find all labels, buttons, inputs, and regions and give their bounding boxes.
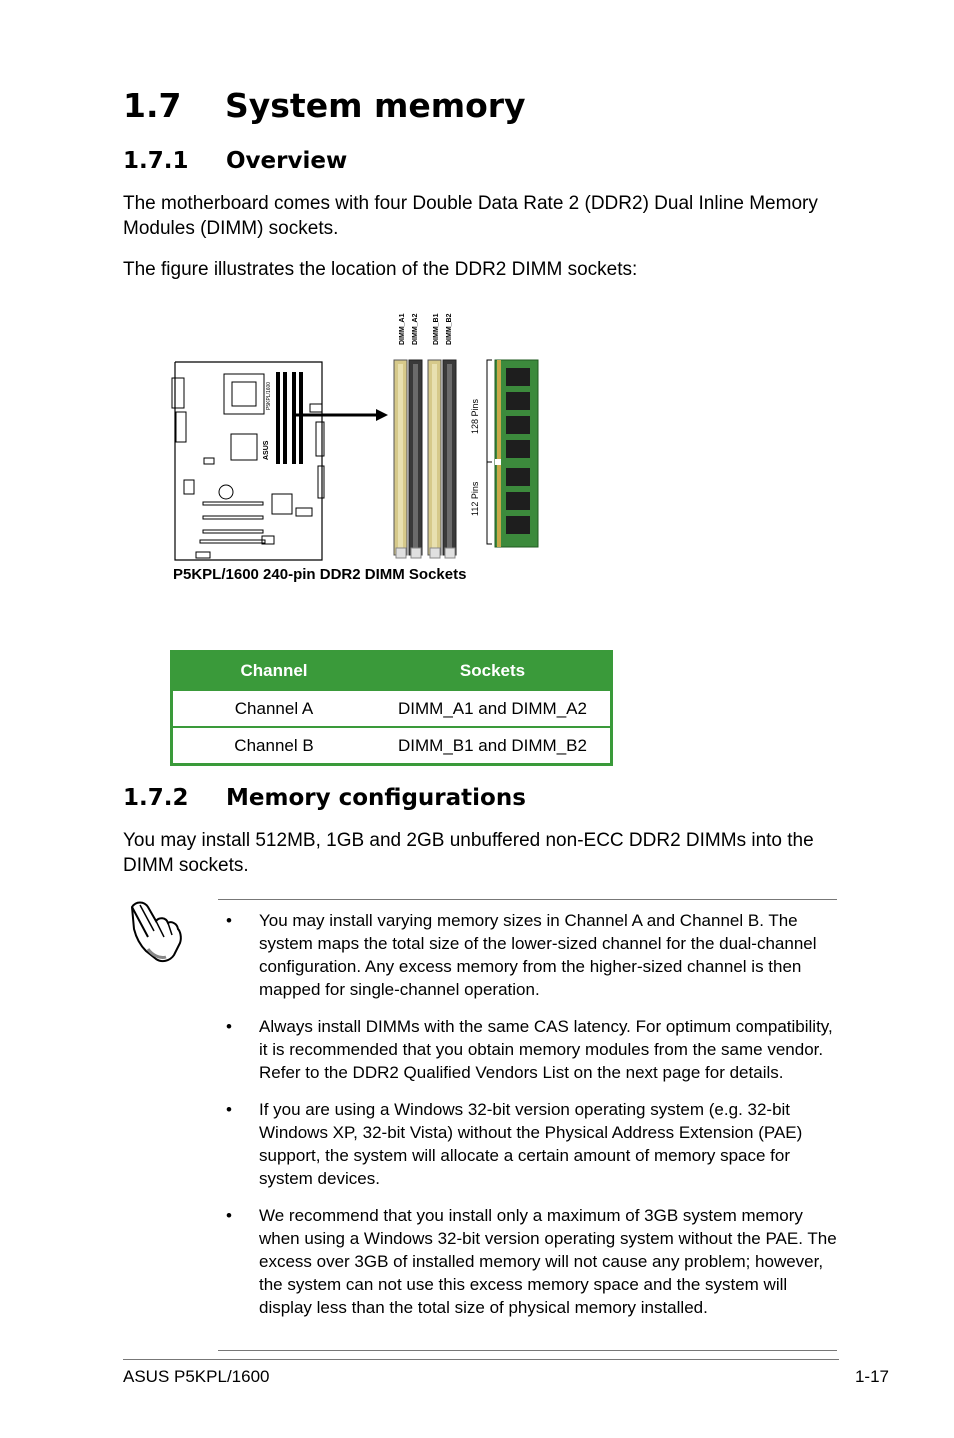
pins-bottom-label: 112 Pins xyxy=(470,481,480,516)
sockets-cell: DIMM_A1 and DIMM_A2 xyxy=(375,690,612,727)
memconfig-heading xyxy=(123,785,526,811)
note-top-rule xyxy=(218,899,837,900)
hand-note-icon xyxy=(126,897,186,965)
footer-page-number: 1-17 xyxy=(854,1367,889,1386)
motherboard-diagram xyxy=(172,362,324,560)
dimm-sockets xyxy=(394,360,456,558)
overview-number: 1.7.1 xyxy=(123,148,189,174)
board-label: P5KPL/1600 xyxy=(266,381,272,410)
footer-product: ASUS P5KPL/1600 xyxy=(123,1367,270,1386)
slot-label-a1: DIMM_A1 xyxy=(399,313,406,345)
note-item: • You may install varying memory sizes in Channel A and Channel B. The system maps the total size of the lower-sized channel for the dual-channel configuration. Any excess memory from the higher-sized channel is then mapped for single-channel operation. xyxy=(226,911,817,999)
section-heading xyxy=(123,86,526,125)
memconfig-paragraph: You may install 512MB, 1GB and 2GB unbuffered non-ECC DDR2 DIMMs into the DIMM sockets. xyxy=(123,830,814,876)
column-header-sockets: Sockets xyxy=(375,652,612,691)
dimm-socket-figure xyxy=(165,300,555,565)
memconfig-title: Memory configurations xyxy=(226,785,526,811)
figure-caption: P5KPL/1600 240-pin DDR2 DIMM Sockets xyxy=(173,566,467,583)
sockets-cell: DIMM_B1 and DIMM_B2 xyxy=(375,727,612,765)
overview-paragraph-2: The figure illustrates the location of the DDR2 DIMM sockets: xyxy=(123,259,638,280)
overview-heading xyxy=(123,148,347,174)
overview-title: Overview xyxy=(226,148,348,174)
channel-table xyxy=(170,650,613,766)
slot-label-b1: DIMM_B1 xyxy=(433,313,440,345)
column-header-channel: Channel xyxy=(172,652,376,691)
slot-label-a2: DIMM_A2 xyxy=(412,313,419,345)
note-item: • Always install DIMMs with the same CAS latency. For optimum compatibility, it is recommended that you obtain memory modules from the same vendor. Refer to the DDR2 Qualified Vendors List on the next page for details. xyxy=(226,1017,833,1082)
pins-top-label: 128 Pins xyxy=(470,398,480,434)
memconfig-number: 1.7.2 xyxy=(123,785,189,811)
note-item: • If you are using a Windows 32-bit version operating system (e.g. 32-bit Windows XP, 32-bit Vista) without the Physical Address Extension (PAE) support, the system will allocate a certain amount of memory space for system devices. xyxy=(226,1100,803,1188)
memory-module xyxy=(495,360,538,547)
channel-cell: Channel A xyxy=(172,690,376,727)
slot-label-b2: DIMM_B2 xyxy=(446,313,453,345)
overview-paragraph-1: The motherboard comes with four Double Data Rate 2 (DDR2) Dual Inline Memory Modules (DIMM) sockets. xyxy=(123,193,818,239)
asus-logo: ASUS xyxy=(263,440,270,460)
channel-cell: Channel B xyxy=(172,727,376,765)
table-header-row xyxy=(172,652,612,691)
section-number: 1.7 xyxy=(123,86,182,125)
arrow-head xyxy=(376,409,388,421)
section-title: System memory xyxy=(225,86,526,125)
note-bottom-rule xyxy=(218,1350,837,1351)
table-row xyxy=(172,690,612,727)
table-row xyxy=(172,727,612,765)
note-list xyxy=(218,909,838,1333)
footer-rule xyxy=(123,1359,839,1360)
note-item: • We recommend that you install only a maximum of 3GB system memory when using a Windows 32-bit version operating system without the PAE. The excess over 3GB of installed memory will not cause any problem; however, the system can not use this excess memory space and the system will display less than the total size of physical memory installed. xyxy=(226,1206,837,1317)
